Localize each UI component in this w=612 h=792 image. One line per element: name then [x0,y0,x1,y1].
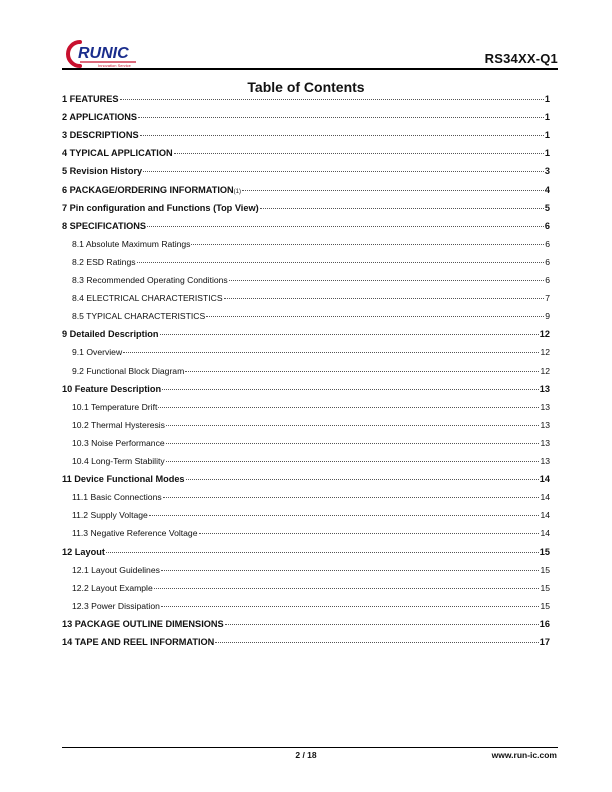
toc-dot-leader [185,371,539,372]
toc-dot-leader [166,425,539,426]
toc-dot-leader [120,99,544,100]
toc-subsection-link[interactable] [62,347,550,363]
toc-entry-title: 8.3 Recommended Operating Conditions [72,275,228,285]
toc-entry-title: 8.1 Absolute Maximum Ratings [72,238,191,249]
toc-entry-page: 5 [544,202,550,213]
toc-entry-page: 6 [545,256,550,267]
toc-subsection-link[interactable] [62,257,550,273]
toc-section-link[interactable] [62,166,550,182]
toc-dot-leader [123,352,539,353]
toc-entry-page: 6 [545,275,550,285]
toc-entry-page: 7 [545,293,550,304]
toc-subsection-link[interactable] [62,239,550,255]
toc-section-link[interactable] [62,203,550,219]
toc-entry-title: 11.2 Supply Voltage [72,510,148,521]
toc-entry-page: 13 [539,383,550,394]
toc-entry-title: 10 Feature Description [62,383,162,394]
toc-entry-page: 6 [544,220,550,231]
toc-dot-leader [191,244,544,245]
website-url: www.run-ic.com [491,750,557,760]
toc-subsection-link[interactable] [62,528,550,544]
page-number: 2 / 18 [295,750,317,760]
toc-entry-title: 12 Layout [62,546,105,557]
toc-entry-title: 9.1 Overview [72,347,123,358]
toc-entry-title: 8 SPECIFICATIONS [62,220,147,231]
toc-subsection-link[interactable] [62,275,550,291]
toc-section-link[interactable] [62,384,550,400]
toc-subsection-link[interactable] [62,583,550,599]
toc-section-link[interactable] [62,329,550,345]
toc-dot-leader [174,153,544,154]
toc-entry-title: 5 Revision History [62,166,143,177]
toc-section-link[interactable] [62,148,550,164]
toc-subsection-link[interactable] [62,438,550,454]
toc-dot-leader [106,552,539,553]
toc-dot-leader [140,135,544,136]
toc-dot-leader [229,280,544,281]
toc-entry-title: 9 Detailed Description [62,329,159,340]
toc-dot-leader [166,443,540,444]
toc-entry-title: 10.4 Long-Term Stability [72,456,165,466]
toc-dot-leader [149,515,540,516]
toc-entry-title: 8.5 TYPICAL CHARACTERISTICS [72,311,206,322]
toc-entry-title: 1 FEATURES [62,94,119,104]
toc-entry-page: 14 [540,492,550,503]
toc-entry-title: 10.3 Noise Performance [72,437,165,448]
toc-entry-page: 1 [544,112,550,123]
toc-entry-page: 17 [539,637,550,647]
toc-entry-title: 7 Pin configuration and Functions (Top View) [62,202,259,213]
toc-entry-page: 14 [540,510,550,521]
toc-entry-page: 3 [544,166,550,177]
toc-entry-title: 12.2 Layout Example [72,582,153,593]
toc-entry-title: 10.1 Temperature Drift [72,401,158,412]
toc-section-link[interactable] [62,130,550,146]
toc-subsection-link[interactable] [62,456,550,472]
toc-entry-title: 11.1 Basic Connections [72,492,162,503]
toc-entry-title: 12.3 Power Dissipation [72,600,160,611]
toc-dot-leader [224,298,545,299]
toc-dot-leader [166,461,540,462]
toc-dot-leader [260,208,544,209]
toc-entry-page: 15 [540,582,550,593]
toc-dot-leader [147,226,544,227]
logo-wordmark: RUNIC [78,45,129,62]
page-header [62,38,558,70]
toc-section-link[interactable] [62,637,550,653]
toc-section-link[interactable]: 6 PACKAGE/ORDERING INFORMATION (1) 4 [62,184,550,195]
toc-dot-leader [162,389,539,390]
toc-entry-title: 6 PACKAGE/ORDERING INFORMATION [62,184,234,195]
toc-entry-page: 13 [540,456,550,466]
toc-dot-leader [199,533,540,534]
header-divider [62,68,558,70]
toc-subsection-link[interactable] [62,601,550,617]
runic-logo [66,38,142,68]
toc-entry-page: 14 [540,528,550,539]
toc-dot-leader [206,316,544,317]
toc-section-link[interactable] [62,474,550,490]
toc-subsection-link[interactable] [62,565,550,581]
toc-dot-leader [154,588,540,589]
toc-entry-title: 3 DESCRIPTIONS [62,130,139,141]
toc-entry-title: 11.3 Negative Reference Voltage [72,528,198,539]
toc-entry-page: 14 [539,474,550,485]
toc-entry-page: 1 [544,148,550,159]
toc-entry-page: 12 [540,347,550,358]
toc-entry-page: 15 [539,546,550,557]
toc-subsection-link[interactable] [62,311,550,327]
toc-entry-title: 8.2 ESD Ratings [72,256,136,267]
toc-subsection-link[interactable] [62,510,550,526]
toc-dot-leader [143,171,544,172]
toc-section-link[interactable] [62,547,550,563]
toc-title: Table of Contents [247,79,365,95]
toc-section-link[interactable] [62,619,550,635]
toc-subsection-link[interactable] [62,293,550,309]
toc-entry-title: 13 PACKAGE OUTLINE DIMENSIONS [62,618,224,629]
toc-dot-leader [138,117,544,118]
toc-dot-leader [225,624,539,625]
toc-dot-leader [242,190,544,191]
toc-entry-title: 8.4 ELECTRICAL CHARACTERISTICS [72,293,223,304]
toc-dot-leader [160,334,539,335]
toc-entry-page: 1 [544,94,550,104]
toc-entry-page: 15 [540,564,550,575]
toc-entry-page: 12 [540,365,550,376]
toc-entry-title: 10.2 Thermal Hysteresis [72,419,165,430]
toc-entry-title: 2 APPLICATIONS [62,112,138,123]
toc-entry-page: 12 [539,329,550,340]
toc-subsection-link[interactable] [62,420,550,436]
toc-entry-page: 13 [540,419,550,430]
toc-section-link[interactable] [62,112,550,128]
logo-tagline: Innovation Service [98,63,131,68]
toc-entry-page: 4 [544,184,550,195]
toc-entry-page: 16 [539,618,550,629]
toc-entry-title: 14 TAPE AND REEL INFORMATION [62,637,215,647]
footer-divider [62,747,558,748]
document-id: RS34XX-Q1 [484,51,558,66]
toc-dot-leader [137,262,545,263]
toc-entry-page: 13 [540,401,550,412]
toc-entry-title: 4 TYPICAL APPLICATION [62,148,173,159]
toc-dot-leader [158,407,539,408]
toc-entry-page: 15 [540,600,550,611]
toc-entry-title: 11 Device Functional Modes [62,474,185,485]
toc-dot-leader [186,479,539,480]
toc-entry-page: 9 [545,311,550,322]
toc-dot-leader [163,497,540,498]
toc-section-link[interactable] [62,94,550,110]
toc-entry-title: 12.1 Layout Guidelines [72,564,160,575]
toc-dot-leader [161,570,540,571]
toc-entry-page: 1 [544,130,550,141]
toc-entry-page: 13 [540,437,550,448]
toc-subsection-link[interactable] [62,492,550,508]
toc-dot-leader [161,606,540,607]
toc-dot-leader [215,642,538,643]
toc-entry-title: 9.2 Functional Block Diagram [72,365,185,376]
toc-section-link[interactable] [62,221,550,237]
toc-subsection-link[interactable] [62,402,550,418]
toc-entry-page: 6 [545,238,550,249]
toc-subsection-link[interactable] [62,366,550,382]
